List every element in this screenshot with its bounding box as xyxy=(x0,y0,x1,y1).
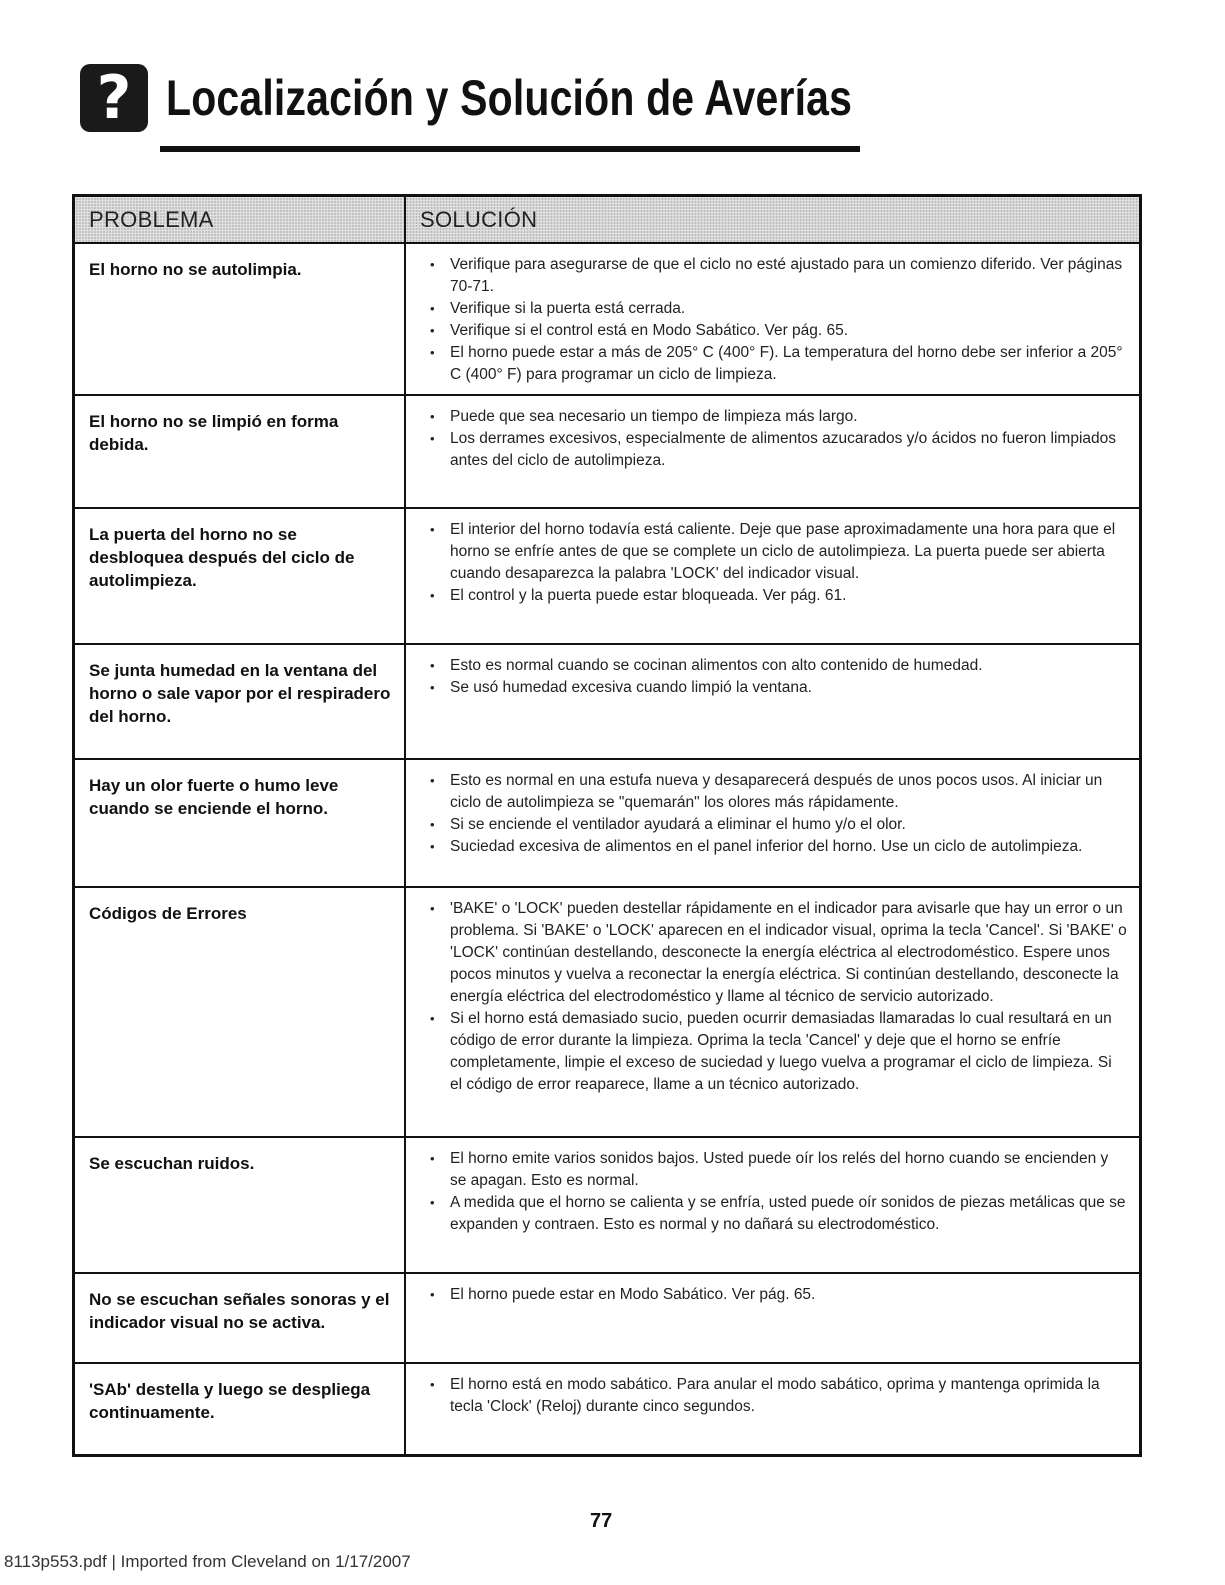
solution-item: • Verifique si la puerta está cerrada. xyxy=(428,298,1127,320)
troubleshooting-table xyxy=(72,194,1142,1457)
solution-item: • Verifique para asegurarse de que el ciclo no esté ajustado para un comienzo diferido. Ver páginas 70-71. xyxy=(428,254,1127,298)
solution-list xyxy=(428,770,1127,858)
table-row xyxy=(74,1273,1141,1363)
table-row xyxy=(74,1137,1141,1273)
solution-list xyxy=(428,519,1127,607)
solution-item: • Si se enciende el ventilador ayudará a eliminar el humo y/o el olor. xyxy=(428,814,1127,836)
problem-cell: Se escuchan ruidos. xyxy=(74,1137,406,1273)
solution-list xyxy=(428,1284,1127,1306)
problem-cell: Hay un olor fuerte o humo leve cuando se enciende el horno. xyxy=(74,759,406,887)
solution-cell xyxy=(405,395,1141,508)
solution-item: • Verifique si el control está en Modo Sabático. Ver pág. 65. xyxy=(428,320,1127,342)
solution-cell xyxy=(405,759,1141,887)
solution-item: • A medida que el horno se calienta y se enfría, usted puede oír sonidos de piezas metálicas que se expanden y contraen. Esto es normal y no dañará su electrodoméstico. xyxy=(428,1192,1127,1236)
solution-cell xyxy=(405,644,1141,759)
solution-cell xyxy=(405,1273,1141,1363)
solution-list xyxy=(428,254,1127,386)
solution-cell xyxy=(405,508,1141,644)
table-row xyxy=(74,508,1141,644)
table-body xyxy=(74,243,1141,1455)
table-row xyxy=(74,759,1141,887)
title-underline xyxy=(160,146,860,152)
solution-item: • Puede que sea necesario un tiempo de limpieza más largo. xyxy=(428,406,1127,428)
solution-list xyxy=(428,406,1127,472)
solution-list xyxy=(428,655,1127,699)
solution-item: • Se usó humedad excesiva cuando limpió la ventana. xyxy=(428,677,1127,699)
solution-list xyxy=(428,1374,1127,1418)
solution-item: • Esto es normal en una estufa nueva y desaparecerá después de unos pocos usos. Al iniciar un ciclo de autolimpieza se "quemarán" los olores más rápidamente. xyxy=(428,770,1127,814)
import-footer-note: 8113p553.pdf | Imported from Cleveland on 1/17/2007 xyxy=(4,1552,411,1571)
problem-cell: Códigos de Errores xyxy=(74,887,406,1137)
problem-cell: El horno no se autolimpia. xyxy=(74,243,406,395)
table-row xyxy=(74,395,1141,508)
table-header-row xyxy=(74,196,1141,244)
page-number: 77 xyxy=(590,1510,613,1532)
page-title: Localización y Solución de Averías xyxy=(166,70,853,126)
solution-item: • El horno emite varios sonidos bajos. Usted puede oír los relés del horno cuando se encienden y se apagan. Esto es normal. xyxy=(428,1148,1127,1192)
problem-cell: No se escuchan señales sonoras y el indicador visual no se activa. xyxy=(74,1273,406,1363)
solution-cell xyxy=(405,1137,1141,1273)
problem-cell: 'SAb' destella y luego se despliega continuamente. xyxy=(74,1363,406,1455)
table-row xyxy=(74,644,1141,759)
solution-cell xyxy=(405,1363,1141,1455)
column-header-problem: PROBLEMA xyxy=(74,196,406,244)
table-row xyxy=(74,887,1141,1137)
problem-cell: La puerta del horno no se desbloquea después del ciclo de autolimpieza. xyxy=(74,508,406,644)
solution-list xyxy=(428,1148,1127,1236)
question-mark-icon: ? xyxy=(80,64,148,132)
problem-cell: El horno no se limpió en forma debida. xyxy=(74,395,406,508)
solution-item: • Esto es normal cuando se cocinan alimentos con alto contenido de humedad. xyxy=(428,655,1127,677)
table-row xyxy=(74,1363,1141,1455)
column-header-solution: SOLUCIÓN xyxy=(405,196,1141,244)
solution-item: • Los derrames excesivos, especialmente de alimentos azucarados y/o ácidos no fueron limpiados antes del ciclo de autolimpieza. xyxy=(428,428,1127,472)
solution-list xyxy=(428,898,1127,1096)
solution-cell xyxy=(405,243,1141,395)
solution-item: • El horno está en modo sabático. Para anular el modo sabático, oprima y mantenga oprimida la tecla 'Clock' (Reloj) durante cinco segundos. xyxy=(428,1374,1127,1418)
solution-item: • El control y la puerta puede estar bloqueada. Ver pág. 61. xyxy=(428,585,1127,607)
solution-item: • El horno puede estar en Modo Sabático. Ver pág. 65. xyxy=(428,1284,1127,1306)
table-row xyxy=(74,243,1141,395)
solution-item: • Si el horno está demasiado sucio, pueden ocurrir demasiadas llamaradas lo cual resultará en un código de error durante la limpieza. Oprima la tecla 'Cancel' y deje que el horno se enfríe completamente, limpie el exceso de suciedad y luego vuelva a programar el ciclo de limpieza. Si el código de error reaparece, llame a un técnico autorizado. xyxy=(428,1008,1127,1096)
solution-item: • El horno puede estar a más de 205° C (400° F). La temperatura del horno debe ser inferior a 205° C (400° F) para programar un ciclo de limpieza. xyxy=(428,342,1127,386)
solution-item: • Suciedad excesiva de alimentos en el panel inferior del horno. Use un ciclo de autolimpieza. xyxy=(428,836,1127,858)
solution-item: • El interior del horno todavía está caliente. Deje que pase aproximadamente una hora para que el horno se enfríe antes de que se complete un ciclo de autolimpieza. La puerta puede ser abierta cuando desaparezca la palabra 'LOCK' del indicador visual. xyxy=(428,519,1127,585)
page-header xyxy=(80,64,870,154)
problem-cell: Se junta humedad en la ventana del horno o sale vapor por el respiradero del horno. xyxy=(74,644,406,759)
solution-item: • 'BAKE' o 'LOCK' pueden destellar rápidamente en el indicador para avisarle que hay un error o un problema. Si 'BAKE' o 'LOCK' aparecen en el indicador visual, oprima la tecla 'Cancel'. Si 'BAKE' o 'LOCK' continúan destellando, desconecte la energía eléctrica al electrodoméstico. Espere unos pocos minutos y vuelva a reconectar la energía eléctrica. Si continúan destellando, desconecte la energía eléctrica del electrodoméstico y llame al técnico de servicio autorizado. xyxy=(428,898,1127,1008)
solution-cell xyxy=(405,887,1141,1137)
